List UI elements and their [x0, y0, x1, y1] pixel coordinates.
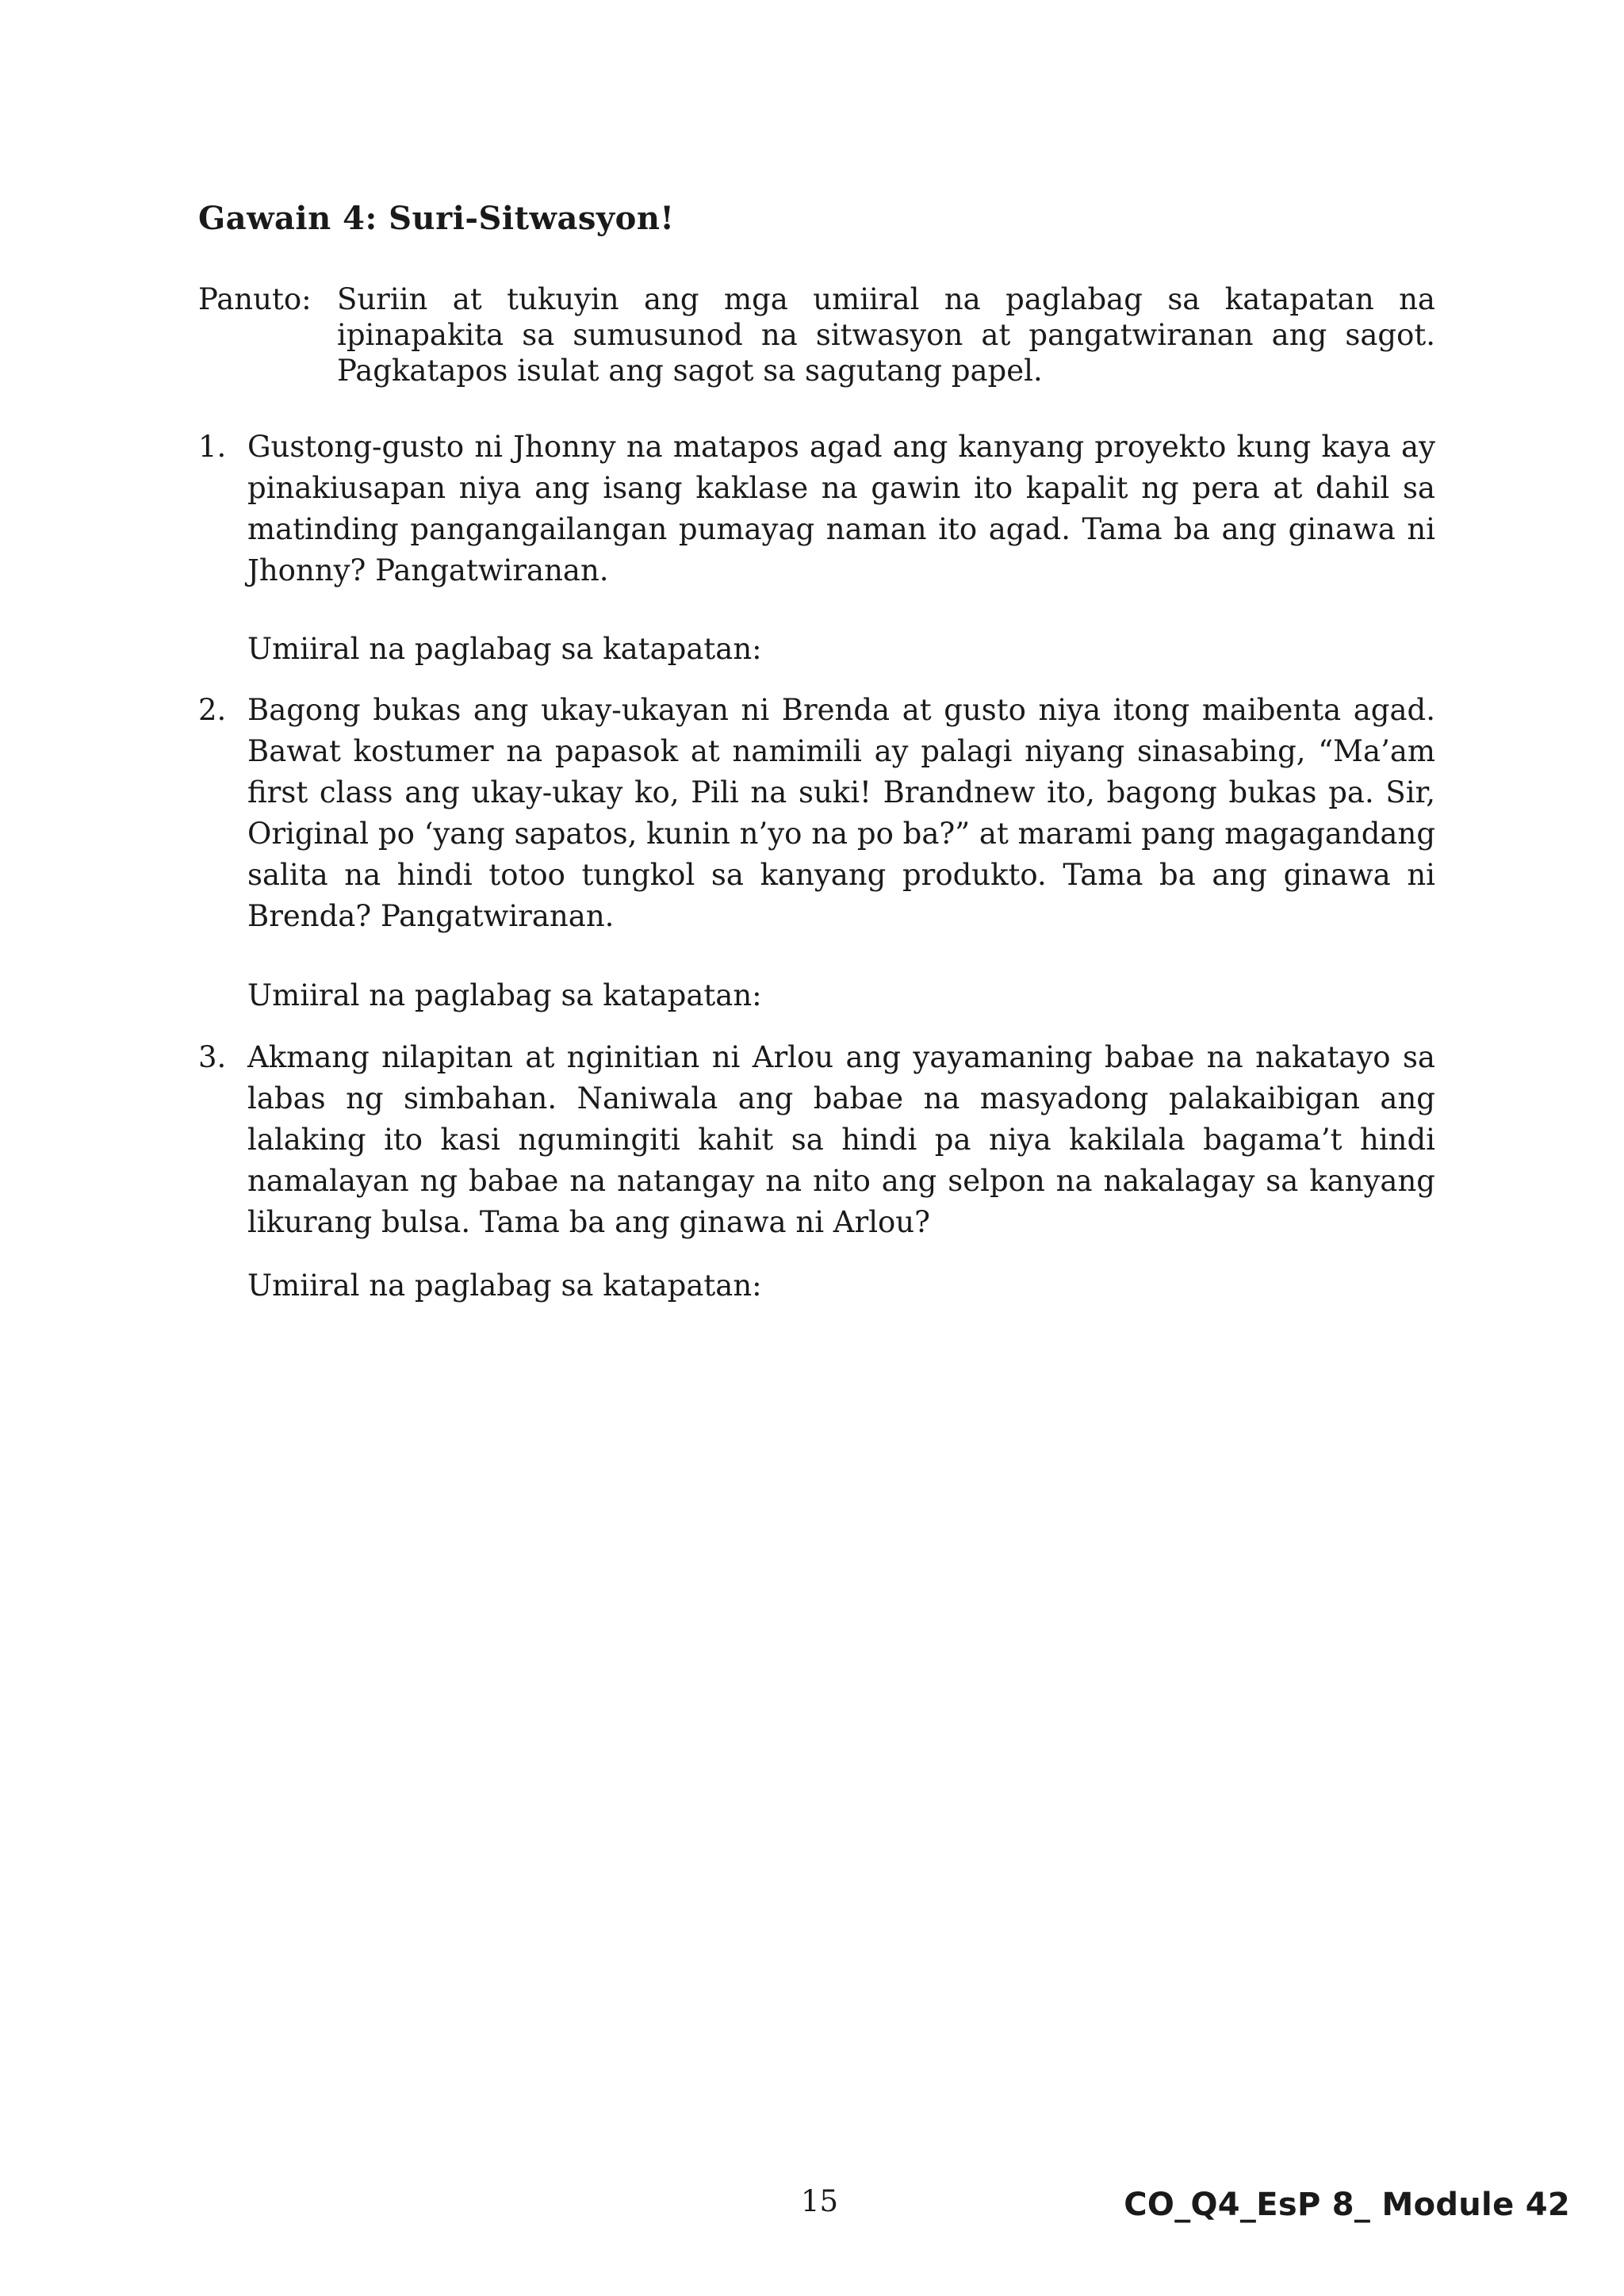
situation-item [198, 1037, 1435, 1243]
activity-title: Gawain 4: Suri-Sitwasyon! [198, 200, 675, 237]
item-number: 1. [198, 430, 227, 464]
item-text: Bagong bukas ang ukay-ukayan ni Brenda at gusto niya itong maibenta agad. Bawat kostumer na papasok at namimili ay palagi niyang sinasabing, “Ma’am first class ang ukay-ukay ko, Pili na suki! Brandnew ito, bagong bukas pa. Sir, Original po ‘yang sapatos, kunin n’yo na po ba?” at marami pang magagandang salita na hindi totoo tungkol sa kanyang produkto. Tama ba ang ginawa ni Brenda? Pangatwiranan. [247, 693, 1435, 933]
situation-item [198, 690, 1435, 937]
module-code: CO_Q4_EsP 8_ Module 42 [1124, 2187, 1570, 2223]
answer-label: Umiiral na paglabag sa katapatan: [247, 1269, 762, 1303]
instructions-label: Panuto: [198, 282, 312, 316]
page-number: 15 [801, 2184, 839, 2218]
item-text: Gustong-gusto ni Jhonny na matapos agad ang kanyang proyekto kung kaya ay pinakiusapan niya ang isang kaklase na gawin ito kapalit ng pera at dahil sa matinding pangangailangan pumayag naman ito agad. Tama ba ang ginawa ni Jhonny? Pangatwiranan. [247, 430, 1435, 587]
instructions-line-1: Suriin at tukuyin ang mga umiiral na paglabag sa katapatan na [337, 282, 1435, 316]
answer-label: Umiiral na paglabag sa katapatan: [247, 978, 762, 1012]
item-number: 2. [198, 693, 227, 727]
item-text: Akmang nilapitan at nginitian ni Arlou ang yayamaning babae na nakatayo sa labas ng simbahan. Naniwala ang babae na masyadong palakaibigan ang lalaking ito kasi ngumingiti kahit sa hindi pa niya kakilala bagama’t hindi namalayan ng babae na natangay na nito ang selpon na nakalagay sa kanyang likurang bulsa. Tama ba ang ginawa ni Arlou? [247, 1040, 1435, 1239]
instructions [198, 281, 1435, 388]
instructions-line-2: ipinapakita sa sumusunod na sitwasyon at pangatwiranan ang sagot. [337, 318, 1435, 352]
instructions-line-3: Pagkatapos isulat ang sagot sa sagutang papel. [337, 354, 1043, 388]
situation-item [198, 427, 1435, 591]
answer-label: Umiiral na paglabag sa katapatan: [247, 632, 762, 666]
item-number: 3. [198, 1040, 227, 1074]
